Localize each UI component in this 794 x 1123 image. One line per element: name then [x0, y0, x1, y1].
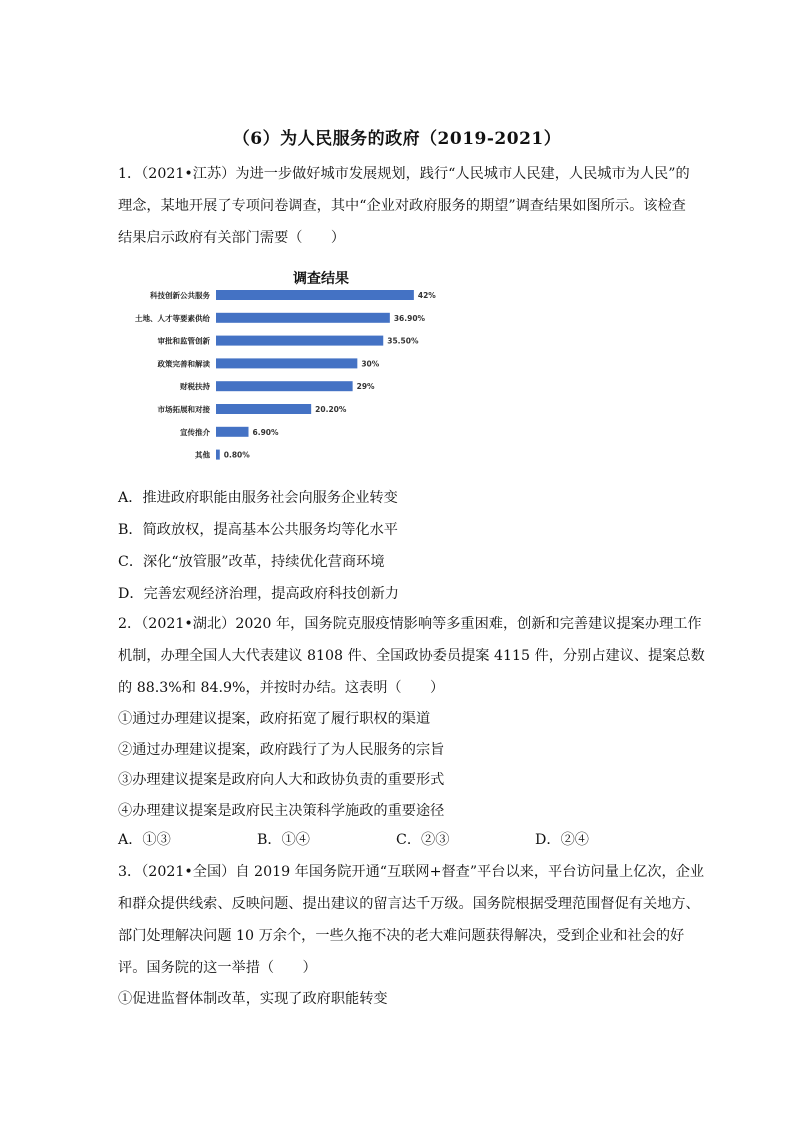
q1-option-c[interactable]: C．深化“放管服”改革，持续优化营商环境: [118, 554, 385, 570]
q3-stem-line: 部门处理解决问题 10 万余个，一些久拖不决的老大难问题获得解决，受到企业和社会的好: [118, 928, 685, 944]
q1-option-b[interactable]: B．简政放权，提高基本公共服务均等化水平: [118, 522, 398, 538]
value-label: 6.90%: [252, 427, 279, 437]
value-label: 30%: [361, 359, 380, 369]
q2-options: [118, 829, 678, 851]
q1-option-d[interactable]: D．完善宏观经济治理，提高政府科技创新力: [118, 586, 399, 602]
bar: [216, 450, 220, 460]
q1-stem-line: 1．（2021•江苏）为进一步做好城市发展规划，践行“人民城市人民建，人民城市为人民”的: [118, 166, 690, 182]
q2-option-b[interactable]: B．①④: [257, 832, 310, 848]
value-label: 35.50%: [387, 336, 419, 346]
q2-option-a[interactable]: A．①③: [118, 832, 171, 848]
value-label: 0.80%: [223, 450, 250, 460]
category-label: 政策完善和解读: [157, 359, 210, 369]
category-label: 土地、人才等要素供给: [135, 313, 210, 323]
value-label: 42%: [417, 291, 436, 300]
bar: [216, 290, 414, 300]
bar: [216, 427, 249, 437]
q1-stem-line: 理念，某地开展了专项问卷调查，其中“企业对政府服务的期望”调查结果如图所示。该检查: [118, 198, 686, 214]
q2-stem-line: 的 88.3%和 84.9%，并按时办结。这表明（ ）: [118, 680, 445, 696]
q2-option-d[interactable]: D．②④: [535, 832, 589, 848]
bar: [216, 381, 353, 391]
q3-stem-line: 评。国务院的这一举措（ ）: [118, 960, 317, 976]
q3-stem-line: 3．（2021•全国）自 2019 年国务院开通“互联网+督查”平台以来，平台访问量上亿次，企业: [118, 864, 705, 880]
q2-item: ④办理建议提案是政府民主决策科学施政的重要途径: [118, 803, 445, 819]
category-label: 财税扶持: [180, 382, 210, 392]
bar: [216, 336, 383, 346]
chart-title: 调查结果: [293, 271, 349, 287]
category-label: 宣传推介: [180, 427, 210, 437]
q2-item: ①通过办理建议提案，政府拓宽了履行职权的渠道: [118, 711, 431, 727]
q2-item: ②通过办理建议提案，政府践行了为人民服务的宗旨: [118, 742, 445, 758]
category-label: 审批和监管创新: [157, 336, 210, 346]
category-label: 其他: [195, 450, 210, 460]
survey-bar-chart: [118, 262, 518, 472]
page-title: （6）为人民服务的政府（2019-2021）: [232, 129, 562, 149]
chart-plot: [118, 262, 518, 472]
q1-stem-line: 结果启示政府有关部门需要（ ）: [118, 230, 346, 246]
value-label: 36.90%: [393, 313, 426, 323]
value-label: 20.20%: [315, 405, 347, 414]
q2-option-c[interactable]: C．②③: [396, 832, 450, 848]
q2-stem-line: 2．（2021•湖北）2020 年，国务院克服疫情影响等多重困难，创新和完善建议提案办理工作: [118, 616, 702, 632]
bar: [216, 358, 357, 368]
q1-option-a[interactable]: A．推进政府职能由服务社会向服务企业转变: [118, 490, 398, 506]
bar: [216, 404, 311, 414]
value-label: 29%: [356, 382, 375, 392]
q2-item: ③办理建议提案是政府向人大和政协负责的重要形式: [118, 772, 445, 788]
q2-stem-line: 机制，办理全国人大代表建议 8108 件、全国政协委员提案 4115 件，分别占建议、提案总数: [118, 648, 705, 664]
bar: [216, 313, 390, 323]
category-label: 科技创新公共服务: [150, 291, 210, 300]
category-label: 市场拓展和对接: [157, 405, 210, 414]
q3-item: ①促进监督体制改革，实现了政府职能转变: [118, 991, 388, 1007]
q3-stem-line: 和群众提供线索、反映问题、提出建议的留言达千万级。国务院根据受理范围督促有关地方、: [118, 896, 700, 912]
